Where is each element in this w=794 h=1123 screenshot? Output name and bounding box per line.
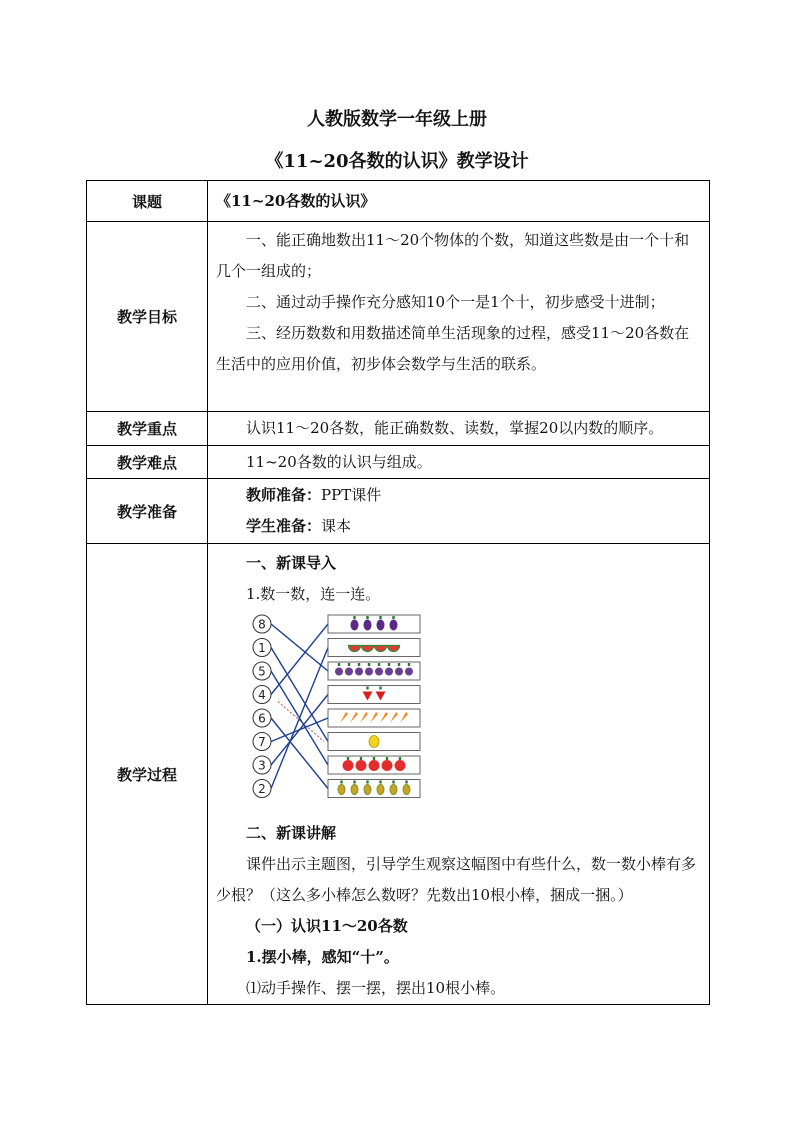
number-circle (253, 615, 271, 633)
svg-text:8: 8 (258, 617, 266, 632)
connection-line (271, 624, 328, 671)
document-subtitle: 《11~20各数的认识》教学设计 (265, 151, 529, 172)
fruit-box-tomato (328, 756, 420, 774)
number-circle (253, 756, 271, 774)
tomato-icon (343, 760, 354, 771)
step-sticks-operation: ⑴动手操作、摆一摆，摆出10根小棒。 (246, 979, 506, 997)
svg-text:7: 7 (258, 735, 266, 749)
process-label: 教学过程 (87, 544, 208, 1005)
grapes-icon (355, 668, 363, 676)
number-circle (253, 662, 271, 680)
theme-picture-paragraph: 课件出示主题图，引导学生观察这幅图中有些什么，数一数小棒有多少根？（这么多小棒怎么数呀？先数出10根小棒，捆成一捆。） (216, 855, 697, 904)
number-circle (253, 709, 271, 727)
topic-content: 《11~20各数的认识》 (216, 191, 376, 210)
tomato-icon (356, 760, 367, 771)
eggplant-icon (351, 620, 359, 631)
grapes-icon (345, 668, 353, 676)
fruit-box-grapes (328, 662, 420, 680)
fruit-box-strawberry (328, 686, 420, 704)
fruit-box-watermelon (328, 639, 420, 657)
grapes-icon (395, 668, 403, 676)
fruit-box-lemon (328, 733, 420, 751)
pineapple-icon (390, 785, 397, 795)
grapes-icon (365, 668, 373, 676)
matching-exercise-figure (248, 614, 448, 814)
difficulty-content: 11~20各数的认识与组成。 (246, 452, 432, 471)
section-intro-heading: 一、新课导入 (246, 554, 337, 572)
key-point-label: 教学重点 (87, 412, 208, 446)
number-circle (253, 639, 271, 657)
row-process (87, 544, 710, 1005)
teacher-prep-value: PPT课件 (321, 486, 382, 504)
number-circle (253, 733, 271, 751)
section-new-lesson-heading: 二、新课讲解 (246, 824, 337, 842)
row-difficulty (87, 446, 710, 479)
preparation-label: 教学准备 (87, 479, 208, 544)
goal-item-1: 一、能正确地数出11～20个物体的个数，知道这些数是由一个十和几个一组成的； (216, 231, 690, 280)
student-prep-label: 学生准备： (246, 517, 322, 535)
tomato-icon (382, 760, 393, 771)
svg-text:5: 5 (258, 664, 266, 679)
tomato-icon (369, 760, 380, 771)
row-goals (87, 222, 710, 412)
svg-text:6: 6 (258, 711, 266, 726)
connection-line (271, 648, 328, 742)
document-title: 人教版数学一年级上册 (307, 109, 487, 130)
goal-item-3: 三、经历数数和用数描述简单生活现象的过程，感受11～20各数在生活中的应用价值，初步体会数学与生活的联系。 (216, 324, 690, 373)
pineapple-icon (351, 785, 358, 795)
pineapple-icon (338, 785, 345, 795)
grapes-icon (405, 668, 413, 676)
number-circles (253, 615, 271, 798)
svg-text:4: 4 (258, 688, 266, 702)
tomato-icon (395, 760, 406, 771)
topic-label: 课题 (87, 181, 208, 222)
student-prep-value: 课本 (321, 517, 352, 535)
pineapple-icon (377, 785, 384, 795)
connection-lines (271, 624, 328, 789)
number-circle (253, 686, 271, 704)
svg-text:2: 2 (258, 782, 266, 796)
row-preparation (87, 479, 710, 544)
fruit-box-carrot (328, 709, 420, 727)
eggplant-icon (364, 620, 372, 631)
step-count-connect: 1.数一数，连一连。 (246, 585, 381, 603)
fruit-boxes (328, 615, 420, 798)
row-key-point (87, 412, 710, 446)
connection-line (271, 695, 328, 766)
eggplant-icon (377, 620, 385, 631)
eggplant-icon (390, 620, 398, 631)
lesson-plan-table (86, 180, 710, 1005)
goals-label: 教学目标 (87, 222, 208, 412)
svg-text:3: 3 (258, 758, 266, 773)
lemon-icon (369, 736, 379, 748)
grapes-icon (385, 668, 393, 676)
grapes-icon (375, 668, 383, 676)
svg-text:1: 1 (258, 641, 266, 655)
pineapple-icon (403, 785, 410, 795)
subsection-heading: （一）认识11～20各数 (246, 917, 408, 935)
key-point-content: 认识11～20各数，能正确数数、读数，掌握20以内数的顺序。 (246, 419, 664, 437)
step-sticks-heading: 1.摆小棒，感知“十”。 (246, 948, 399, 966)
row-topic (87, 181, 710, 222)
grapes-icon (335, 668, 343, 676)
connection-line (271, 624, 328, 695)
difficulty-label: 教学难点 (87, 446, 208, 479)
teacher-prep-label: 教师准备： (246, 486, 322, 504)
goal-item-2: 二、通过动手操作充分感知10个一是1个十，初步感受十进制； (246, 293, 665, 311)
fruit-box-eggplant (328, 615, 420, 633)
pineapple-icon (364, 785, 371, 795)
connection-line (271, 648, 328, 789)
fruit-box-pineapple (328, 780, 420, 798)
number-circle (253, 780, 271, 798)
